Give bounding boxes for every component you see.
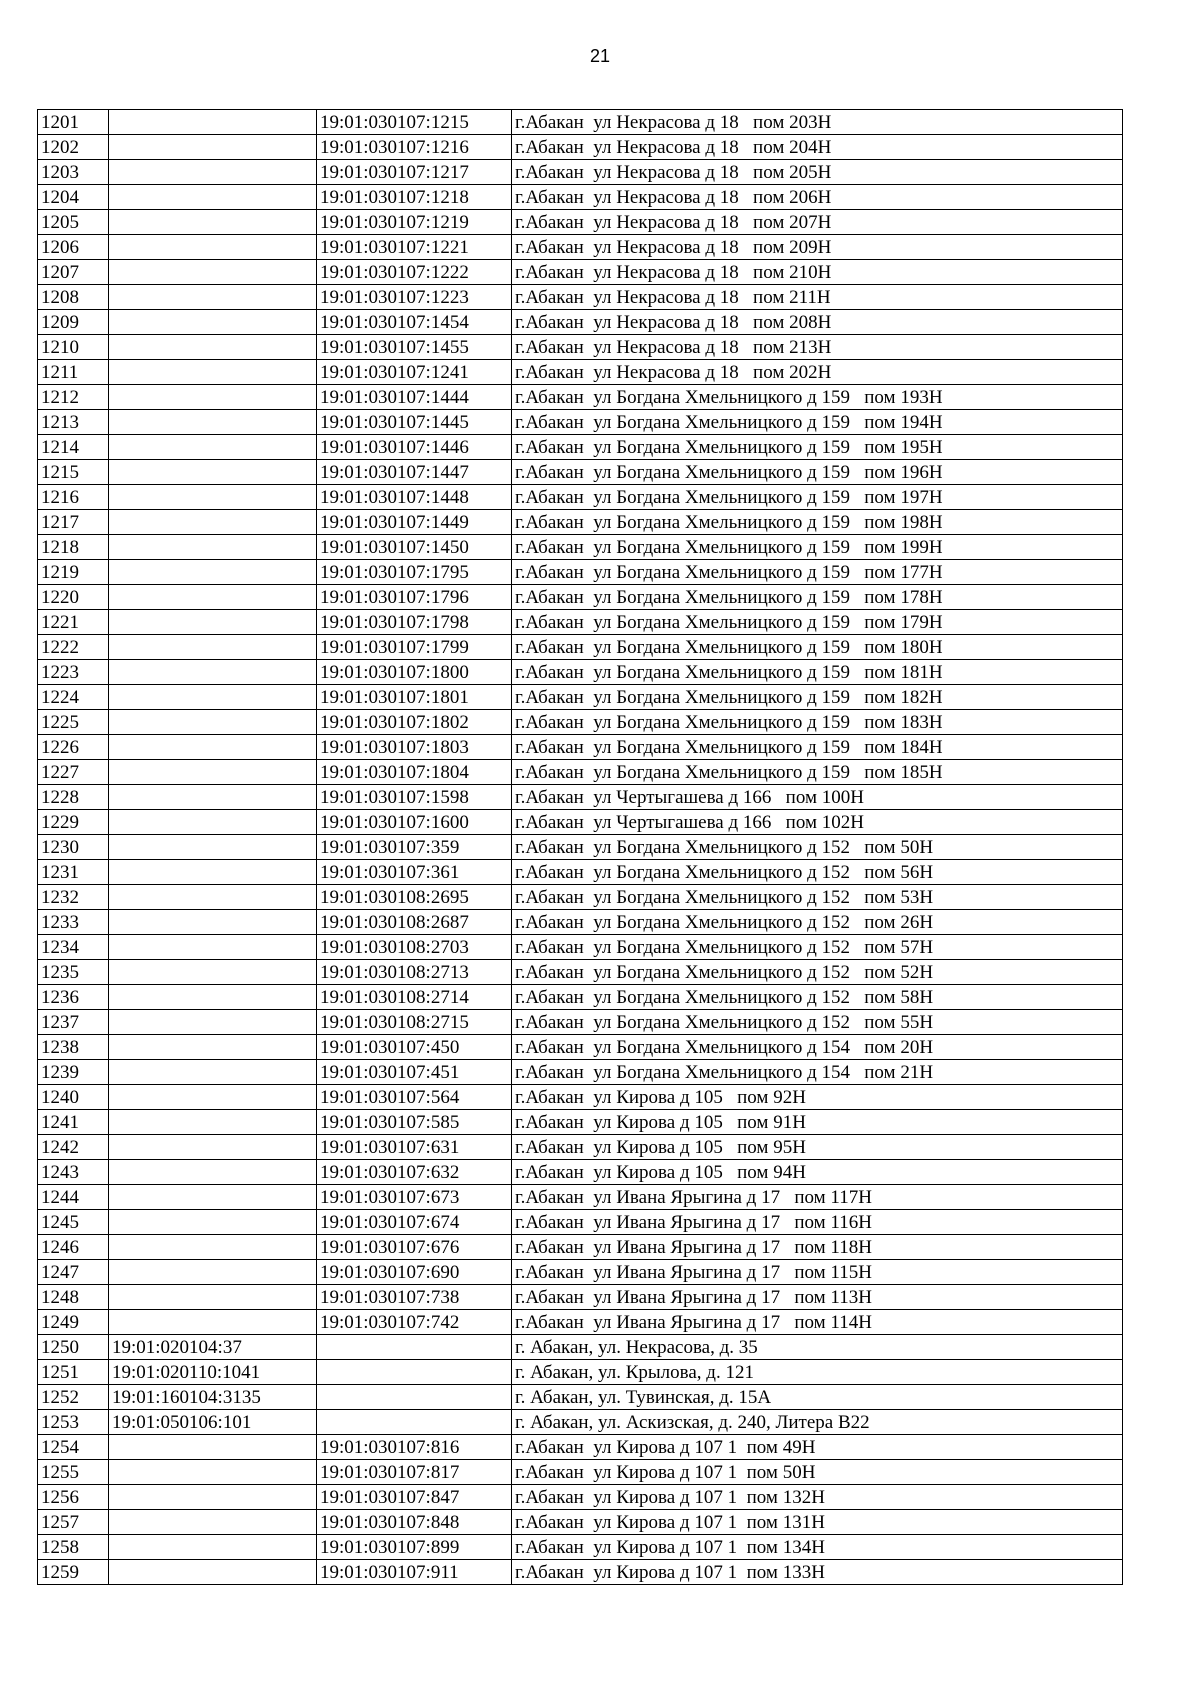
table-row [38, 210, 1123, 235]
land-cadastral-number-cell [109, 910, 317, 935]
premises-cadastral-number-cell: 19:01:030107:673 [317, 1185, 512, 1210]
premises-cadastral-number-cell: 19:01:030107:1450 [317, 535, 512, 560]
row-number-cell: 1207 [38, 260, 109, 285]
premises-cadastral-number-cell [317, 1385, 512, 1410]
table-row [38, 1135, 1123, 1160]
table-row [38, 1535, 1123, 1560]
address-cell: г.Абакан ул Богдана Хмельницкого д 152 пом 56Н [512, 860, 1123, 885]
address-cell: г.Абакан ул Богдана Хмельницкого д 152 пом 53Н [512, 885, 1123, 910]
land-cadastral-number-cell [109, 210, 317, 235]
land-cadastral-number-cell [109, 960, 317, 985]
table-row [38, 535, 1123, 560]
land-cadastral-number-cell [109, 635, 317, 660]
address-cell: г.Абакан ул Богдана Хмельницкого д 159 пом 182Н [512, 685, 1123, 710]
row-number-cell: 1224 [38, 685, 109, 710]
table-row [38, 735, 1123, 760]
row-number-cell: 1206 [38, 235, 109, 260]
premises-cadastral-number-cell: 19:01:030107:1795 [317, 560, 512, 585]
row-number-cell: 1246 [38, 1235, 109, 1260]
row-number-cell: 1208 [38, 285, 109, 310]
address-cell: г.Абакан ул Богдана Хмельницкого д 154 пом 21Н [512, 1060, 1123, 1085]
page-number: 21 [589, 46, 611, 66]
table-row [38, 935, 1123, 960]
address-cell: г. Абакан, ул. Тувинская, д. 15А [512, 1385, 1123, 1410]
land-cadastral-number-cell [109, 1260, 317, 1285]
table-row [38, 385, 1123, 410]
land-cadastral-number-cell [109, 1135, 317, 1160]
land-cadastral-number-cell [109, 1010, 317, 1035]
registry-table [37, 109, 1123, 1585]
table-row [38, 1435, 1123, 1460]
address-cell: г. Абакан, ул. Крылова, д. 121 [512, 1360, 1123, 1385]
premises-cadastral-number-cell: 19:01:030107:1598 [317, 785, 512, 810]
table-row [38, 660, 1123, 685]
address-cell: г.Абакан ул Кирова д 107 1 пом 50Н [512, 1460, 1123, 1485]
table-row [38, 685, 1123, 710]
address-cell: г.Абакан ул Богдана Хмельницкого д 159 пом 197Н [512, 485, 1123, 510]
land-cadastral-number-cell [109, 110, 317, 135]
premises-cadastral-number-cell: 19:01:030108:2695 [317, 885, 512, 910]
table-row [38, 335, 1123, 360]
premises-cadastral-number-cell: 19:01:030107:359 [317, 835, 512, 860]
land-cadastral-number-cell [109, 1485, 317, 1510]
land-cadastral-number-cell [109, 435, 317, 460]
address-cell: г.Абакан ул Богдана Хмельницкого д 159 пом 180Н [512, 635, 1123, 660]
land-cadastral-number-cell [109, 560, 317, 585]
table-row [38, 285, 1123, 310]
premises-cadastral-number-cell: 19:01:030107:738 [317, 1285, 512, 1310]
premises-cadastral-number-cell: 19:01:030107:632 [317, 1160, 512, 1185]
land-cadastral-number-cell [109, 1210, 317, 1235]
table-row [38, 1160, 1123, 1185]
premises-cadastral-number-cell: 19:01:030108:2703 [317, 935, 512, 960]
land-cadastral-number-cell [109, 410, 317, 435]
row-number-cell: 1242 [38, 1135, 109, 1160]
land-cadastral-number-cell [109, 1510, 317, 1535]
land-cadastral-number-cell [109, 885, 317, 910]
address-cell: г.Абакан ул Богдана Хмельницкого д 154 пом 20Н [512, 1035, 1123, 1060]
land-cadastral-number-cell [109, 1235, 317, 1260]
table-row [38, 510, 1123, 535]
row-number-cell: 1257 [38, 1510, 109, 1535]
address-cell: г. Абакан, ул. Аскизская, д. 240, Литера В22 [512, 1410, 1123, 1435]
table-row [38, 560, 1123, 585]
table-row [38, 1110, 1123, 1135]
premises-cadastral-number-cell: 19:01:030107:1444 [317, 385, 512, 410]
table-row [38, 1260, 1123, 1285]
address-cell: г.Абакан ул Чертыгашева д 166 пом 100Н [512, 785, 1123, 810]
table-row [38, 1385, 1123, 1410]
premises-cadastral-number-cell: 19:01:030107:1241 [317, 360, 512, 385]
address-cell: г.Абакан ул Богдана Хмельницкого д 159 пом 183Н [512, 710, 1123, 735]
table-row [38, 110, 1123, 135]
premises-cadastral-number-cell: 19:01:030107:1803 [317, 735, 512, 760]
table-row [38, 1035, 1123, 1060]
premises-cadastral-number-cell: 19:01:030107:1799 [317, 635, 512, 660]
row-number-cell: 1211 [38, 360, 109, 385]
row-number-cell: 1244 [38, 1185, 109, 1210]
row-number-cell: 1259 [38, 1560, 109, 1585]
table-row [38, 435, 1123, 460]
table-row [38, 910, 1123, 935]
address-cell: г.Абакан ул Ивана Ярыгина д 17 пом 117Н [512, 1185, 1123, 1210]
row-number-cell: 1232 [38, 885, 109, 910]
premises-cadastral-number-cell: 19:01:030107:1217 [317, 160, 512, 185]
table-row [38, 835, 1123, 860]
land-cadastral-number-cell [109, 1310, 317, 1335]
table-row [38, 1360, 1123, 1385]
row-number-cell: 1210 [38, 335, 109, 360]
premises-cadastral-number-cell: 19:01:030107:1801 [317, 685, 512, 710]
address-cell: г.Абакан ул Кирова д 107 1 пом 49Н [512, 1435, 1123, 1460]
row-number-cell: 1229 [38, 810, 109, 835]
row-number-cell: 1227 [38, 760, 109, 785]
premises-cadastral-number-cell: 19:01:030107:1218 [317, 185, 512, 210]
premises-cadastral-number-cell: 19:01:030108:2714 [317, 985, 512, 1010]
address-cell: г.Абакан ул Некрасова д 18 пом 202Н [512, 360, 1123, 385]
table-row [38, 310, 1123, 335]
land-cadastral-number-cell [109, 185, 317, 210]
table-row [38, 1285, 1123, 1310]
premises-cadastral-number-cell: 19:01:030107:361 [317, 860, 512, 885]
land-cadastral-number-cell [109, 385, 317, 410]
table-row [38, 1310, 1123, 1335]
table-row [38, 1485, 1123, 1510]
table-row [38, 1510, 1123, 1535]
registry-table-body [38, 110, 1123, 1585]
table-row [38, 1210, 1123, 1235]
row-number-cell: 1221 [38, 610, 109, 635]
premises-cadastral-number-cell: 19:01:030107:911 [317, 1560, 512, 1585]
table-row [38, 1085, 1123, 1110]
land-cadastral-number-cell [109, 610, 317, 635]
address-cell: г.Абакан ул Ивана Ярыгина д 17 пом 116Н [512, 1210, 1123, 1235]
premises-cadastral-number-cell: 19:01:030107:1219 [317, 210, 512, 235]
row-number-cell: 1249 [38, 1310, 109, 1335]
row-number-cell: 1228 [38, 785, 109, 810]
premises-cadastral-number-cell: 19:01:030107:1802 [317, 710, 512, 735]
row-number-cell: 1217 [38, 510, 109, 535]
row-number-cell: 1237 [38, 1010, 109, 1035]
table-row [38, 1060, 1123, 1085]
address-cell: г.Абакан ул Кирова д 105 пом 94Н [512, 1160, 1123, 1185]
table-row [38, 860, 1123, 885]
row-number-cell: 1252 [38, 1385, 109, 1410]
row-number-cell: 1239 [38, 1060, 109, 1085]
address-cell: г.Абакан ул Богдана Хмельницкого д 152 пом 58Н [512, 985, 1123, 1010]
address-cell: г.Абакан ул Богдана Хмельницкого д 159 пом 178Н [512, 585, 1123, 610]
row-number-cell: 1243 [38, 1160, 109, 1185]
land-cadastral-number-cell [109, 1060, 317, 1085]
land-cadastral-number-cell [109, 135, 317, 160]
premises-cadastral-number-cell: 19:01:030107:1448 [317, 485, 512, 510]
row-number-cell: 1214 [38, 435, 109, 460]
table-row [38, 985, 1123, 1010]
premises-cadastral-number-cell: 19:01:030108:2713 [317, 960, 512, 985]
table-row [38, 360, 1123, 385]
land-cadastral-number-cell [109, 710, 317, 735]
address-cell: г.Абакан ул Богдана Хмельницкого д 152 пом 57Н [512, 935, 1123, 960]
row-number-cell: 1234 [38, 935, 109, 960]
premises-cadastral-number-cell: 19:01:030107:816 [317, 1435, 512, 1460]
premises-cadastral-number-cell: 19:01:030107:1222 [317, 260, 512, 285]
row-number-cell: 1212 [38, 385, 109, 410]
address-cell: г.Абакан ул Некрасова д 18 пом 208Н [512, 310, 1123, 335]
address-cell: г.Абакан ул Некрасова д 18 пом 207Н [512, 210, 1123, 235]
row-number-cell: 1202 [38, 135, 109, 160]
land-cadastral-number-cell [109, 310, 317, 335]
table-row [38, 960, 1123, 985]
table-row [38, 185, 1123, 210]
row-number-cell: 1201 [38, 110, 109, 135]
address-cell: г.Абакан ул Богдана Хмельницкого д 152 пом 52Н [512, 960, 1123, 985]
land-cadastral-number-cell [109, 1110, 317, 1135]
row-number-cell: 1255 [38, 1460, 109, 1485]
premises-cadastral-number-cell: 19:01:030107:674 [317, 1210, 512, 1235]
table-row [38, 810, 1123, 835]
land-cadastral-number-cell [109, 510, 317, 535]
land-cadastral-number-cell [109, 1460, 317, 1485]
premises-cadastral-number-cell [317, 1335, 512, 1360]
address-cell: г.Абакан ул Кирова д 107 1 пом 132Н [512, 1485, 1123, 1510]
table-row [38, 1460, 1123, 1485]
table-row [38, 1185, 1123, 1210]
premises-cadastral-number-cell: 19:01:030107:1221 [317, 235, 512, 260]
table-row [38, 1010, 1123, 1035]
table-row [38, 235, 1123, 260]
address-cell: г.Абакан ул Некрасова д 18 пом 209Н [512, 235, 1123, 260]
land-cadastral-number-cell [109, 685, 317, 710]
address-cell: г.Абакан ул Некрасова д 18 пом 204Н [512, 135, 1123, 160]
premises-cadastral-number-cell [317, 1410, 512, 1435]
land-cadastral-number-cell [109, 1085, 317, 1110]
table-row [38, 160, 1123, 185]
premises-cadastral-number-cell: 19:01:030107:1798 [317, 610, 512, 635]
row-number-cell: 1218 [38, 535, 109, 560]
address-cell: г.Абакан ул Богдана Хмельницкого д 159 пом 196Н [512, 460, 1123, 485]
address-cell: г.Абакан ул Кирова д 107 1 пом 134Н [512, 1535, 1123, 1560]
land-cadastral-number-cell: 19:01:020110:1041 [109, 1360, 317, 1385]
premises-cadastral-number-cell: 19:01:030108:2687 [317, 910, 512, 935]
address-cell: г.Абакан ул Ивана Ярыгина д 17 пом 118Н [512, 1235, 1123, 1260]
land-cadastral-number-cell [109, 585, 317, 610]
premises-cadastral-number-cell: 19:01:030107:451 [317, 1060, 512, 1085]
row-number-cell: 1231 [38, 860, 109, 885]
address-cell: г.Абакан ул Богдана Хмельницкого д 152 пом 26Н [512, 910, 1123, 935]
land-cadastral-number-cell [109, 460, 317, 485]
land-cadastral-number-cell [109, 1535, 317, 1560]
premises-cadastral-number-cell: 19:01:030107:742 [317, 1310, 512, 1335]
row-number-cell: 1216 [38, 485, 109, 510]
premises-cadastral-number-cell: 19:01:030107:1216 [317, 135, 512, 160]
table-row [38, 1235, 1123, 1260]
land-cadastral-number-cell [109, 1285, 317, 1310]
table-row [38, 260, 1123, 285]
row-number-cell: 1258 [38, 1535, 109, 1560]
row-number-cell: 1203 [38, 160, 109, 185]
address-cell: г.Абакан ул Чертыгашева д 166 пом 102Н [512, 810, 1123, 835]
address-cell: г.Абакан ул Кирова д 107 1 пом 133Н [512, 1560, 1123, 1585]
row-number-cell: 1220 [38, 585, 109, 610]
row-number-cell: 1226 [38, 735, 109, 760]
address-cell: г.Абакан ул Богдана Хмельницкого д 159 пом 194Н [512, 410, 1123, 435]
table-row [38, 1410, 1123, 1435]
row-number-cell: 1215 [38, 460, 109, 485]
land-cadastral-number-cell [109, 835, 317, 860]
table-row [38, 460, 1123, 485]
row-number-cell: 1219 [38, 560, 109, 585]
premises-cadastral-number-cell: 19:01:030107:817 [317, 1460, 512, 1485]
row-number-cell: 1235 [38, 960, 109, 985]
row-number-cell: 1240 [38, 1085, 109, 1110]
address-cell: г.Абакан ул Кирова д 105 пом 95Н [512, 1135, 1123, 1160]
premises-cadastral-number-cell: 19:01:030107:848 [317, 1510, 512, 1535]
land-cadastral-number-cell [109, 360, 317, 385]
address-cell: г. Абакан, ул. Некрасова, д. 35 [512, 1335, 1123, 1360]
land-cadastral-number-cell [109, 1435, 317, 1460]
land-cadastral-number-cell [109, 235, 317, 260]
land-cadastral-number-cell [109, 760, 317, 785]
land-cadastral-number-cell [109, 1185, 317, 1210]
address-cell: г.Абакан ул Богдана Хмельницкого д 159 пом 181Н [512, 660, 1123, 685]
premises-cadastral-number-cell: 19:01:030107:1445 [317, 410, 512, 435]
land-cadastral-number-cell [109, 860, 317, 885]
row-number-cell: 1254 [38, 1435, 109, 1460]
premises-cadastral-number-cell: 19:01:030108:2715 [317, 1010, 512, 1035]
premises-cadastral-number-cell: 19:01:030107:631 [317, 1135, 512, 1160]
table-row [38, 885, 1123, 910]
table-row [38, 635, 1123, 660]
row-number-cell: 1205 [38, 210, 109, 235]
address-cell: г.Абакан ул Богдана Хмельницкого д 159 пом 184Н [512, 735, 1123, 760]
land-cadastral-number-cell: 19:01:050106:101 [109, 1410, 317, 1435]
table-row [38, 1335, 1123, 1360]
address-cell: г.Абакан ул Некрасова д 18 пом 211Н [512, 285, 1123, 310]
land-cadastral-number-cell [109, 785, 317, 810]
land-cadastral-number-cell [109, 260, 317, 285]
row-number-cell: 1236 [38, 985, 109, 1010]
premises-cadastral-number-cell: 19:01:030107:1455 [317, 335, 512, 360]
address-cell: г.Абакан ул Некрасова д 18 пом 213Н [512, 335, 1123, 360]
premises-cadastral-number-cell: 19:01:030107:1600 [317, 810, 512, 835]
row-number-cell: 1247 [38, 1260, 109, 1285]
row-number-cell: 1204 [38, 185, 109, 210]
premises-cadastral-number-cell: 19:01:030107:676 [317, 1235, 512, 1260]
address-cell: г.Абакан ул Некрасова д 18 пом 206Н [512, 185, 1123, 210]
address-cell: г.Абакан ул Некрасова д 18 пом 205Н [512, 160, 1123, 185]
land-cadastral-number-cell [109, 935, 317, 960]
row-number-cell: 1225 [38, 710, 109, 735]
premises-cadastral-number-cell: 19:01:030107:1454 [317, 310, 512, 335]
premises-cadastral-number-cell: 19:01:030107:1800 [317, 660, 512, 685]
row-number-cell: 1209 [38, 310, 109, 335]
address-cell: г.Абакан ул Богдана Хмельницкого д 152 пом 50Н [512, 835, 1123, 860]
row-number-cell: 1248 [38, 1285, 109, 1310]
address-cell: г.Абакан ул Ивана Ярыгина д 17 пом 115Н [512, 1260, 1123, 1285]
address-cell: г.Абакан ул Богдана Хмельницкого д 159 пом 177Н [512, 560, 1123, 585]
table-row [38, 410, 1123, 435]
address-cell: г.Абакан ул Кирова д 105 пом 92Н [512, 1085, 1123, 1110]
row-number-cell: 1230 [38, 835, 109, 860]
land-cadastral-number-cell [109, 285, 317, 310]
table-row [38, 135, 1123, 160]
row-number-cell: 1256 [38, 1485, 109, 1510]
row-number-cell: 1223 [38, 660, 109, 685]
land-cadastral-number-cell [109, 485, 317, 510]
row-number-cell: 1222 [38, 635, 109, 660]
address-cell: г.Абакан ул Богдана Хмельницкого д 159 пом 179Н [512, 610, 1123, 635]
table-row [38, 485, 1123, 510]
premises-cadastral-number-cell [317, 1360, 512, 1385]
address-cell: г.Абакан ул Богдана Хмельницкого д 159 пом 185Н [512, 760, 1123, 785]
address-cell: г.Абакан ул Ивана Ярыгина д 17 пом 114Н [512, 1310, 1123, 1335]
row-number-cell: 1238 [38, 1035, 109, 1060]
land-cadastral-number-cell [109, 160, 317, 185]
premises-cadastral-number-cell: 19:01:030107:690 [317, 1260, 512, 1285]
land-cadastral-number-cell [109, 535, 317, 560]
premises-cadastral-number-cell: 19:01:030107:1446 [317, 435, 512, 460]
address-cell: г.Абакан ул Богдана Хмельницкого д 159 пом 198Н [512, 510, 1123, 535]
address-cell: г.Абакан ул Кирова д 107 1 пом 131Н [512, 1510, 1123, 1535]
land-cadastral-number-cell [109, 1035, 317, 1060]
address-cell: г.Абакан ул Богдана Хмельницкого д 159 пом 193Н [512, 385, 1123, 410]
address-cell: г.Абакан ул Богдана Хмельницкого д 152 пом 55Н [512, 1010, 1123, 1035]
row-number-cell: 1245 [38, 1210, 109, 1235]
land-cadastral-number-cell [109, 735, 317, 760]
land-cadastral-number-cell: 19:01:160104:3135 [109, 1385, 317, 1410]
address-cell: г.Абакан ул Кирова д 105 пом 91Н [512, 1110, 1123, 1135]
premises-cadastral-number-cell: 19:01:030107:1796 [317, 585, 512, 610]
premises-cadastral-number-cell: 19:01:030107:450 [317, 1035, 512, 1060]
table-row [38, 760, 1123, 785]
premises-cadastral-number-cell: 19:01:030107:1223 [317, 285, 512, 310]
premises-cadastral-number-cell: 19:01:030107:847 [317, 1485, 512, 1510]
land-cadastral-number-cell [109, 335, 317, 360]
premises-cadastral-number-cell: 19:01:030107:564 [317, 1085, 512, 1110]
land-cadastral-number-cell [109, 810, 317, 835]
premises-cadastral-number-cell: 19:01:030107:1215 [317, 110, 512, 135]
premises-cadastral-number-cell: 19:01:030107:899 [317, 1535, 512, 1560]
row-number-cell: 1253 [38, 1410, 109, 1435]
address-cell: г.Абакан ул Некрасова д 18 пом 210Н [512, 260, 1123, 285]
land-cadastral-number-cell [109, 985, 317, 1010]
row-number-cell: 1251 [38, 1360, 109, 1385]
address-cell: г.Абакан ул Богдана Хмельницкого д 159 пом 199Н [512, 535, 1123, 560]
row-number-cell: 1213 [38, 410, 109, 435]
row-number-cell: 1233 [38, 910, 109, 935]
premises-cadastral-number-cell: 19:01:030107:1804 [317, 760, 512, 785]
land-cadastral-number-cell [109, 660, 317, 685]
table-row [38, 610, 1123, 635]
land-cadastral-number-cell [109, 1560, 317, 1585]
address-cell: г.Абакан ул Ивана Ярыгина д 17 пом 113Н [512, 1285, 1123, 1310]
row-number-cell: 1241 [38, 1110, 109, 1135]
table-row [38, 585, 1123, 610]
table-row [38, 785, 1123, 810]
land-cadastral-number-cell [109, 1160, 317, 1185]
premises-cadastral-number-cell: 19:01:030107:585 [317, 1110, 512, 1135]
table-row [38, 710, 1123, 735]
premises-cadastral-number-cell: 19:01:030107:1449 [317, 510, 512, 535]
address-cell: г.Абакан ул Некрасова д 18 пом 203Н [512, 110, 1123, 135]
address-cell: г.Абакан ул Богдана Хмельницкого д 159 пом 195Н [512, 435, 1123, 460]
table-row [38, 1560, 1123, 1585]
land-cadastral-number-cell: 19:01:020104:37 [109, 1335, 317, 1360]
premises-cadastral-number-cell: 19:01:030107:1447 [317, 460, 512, 485]
row-number-cell: 1250 [38, 1335, 109, 1360]
